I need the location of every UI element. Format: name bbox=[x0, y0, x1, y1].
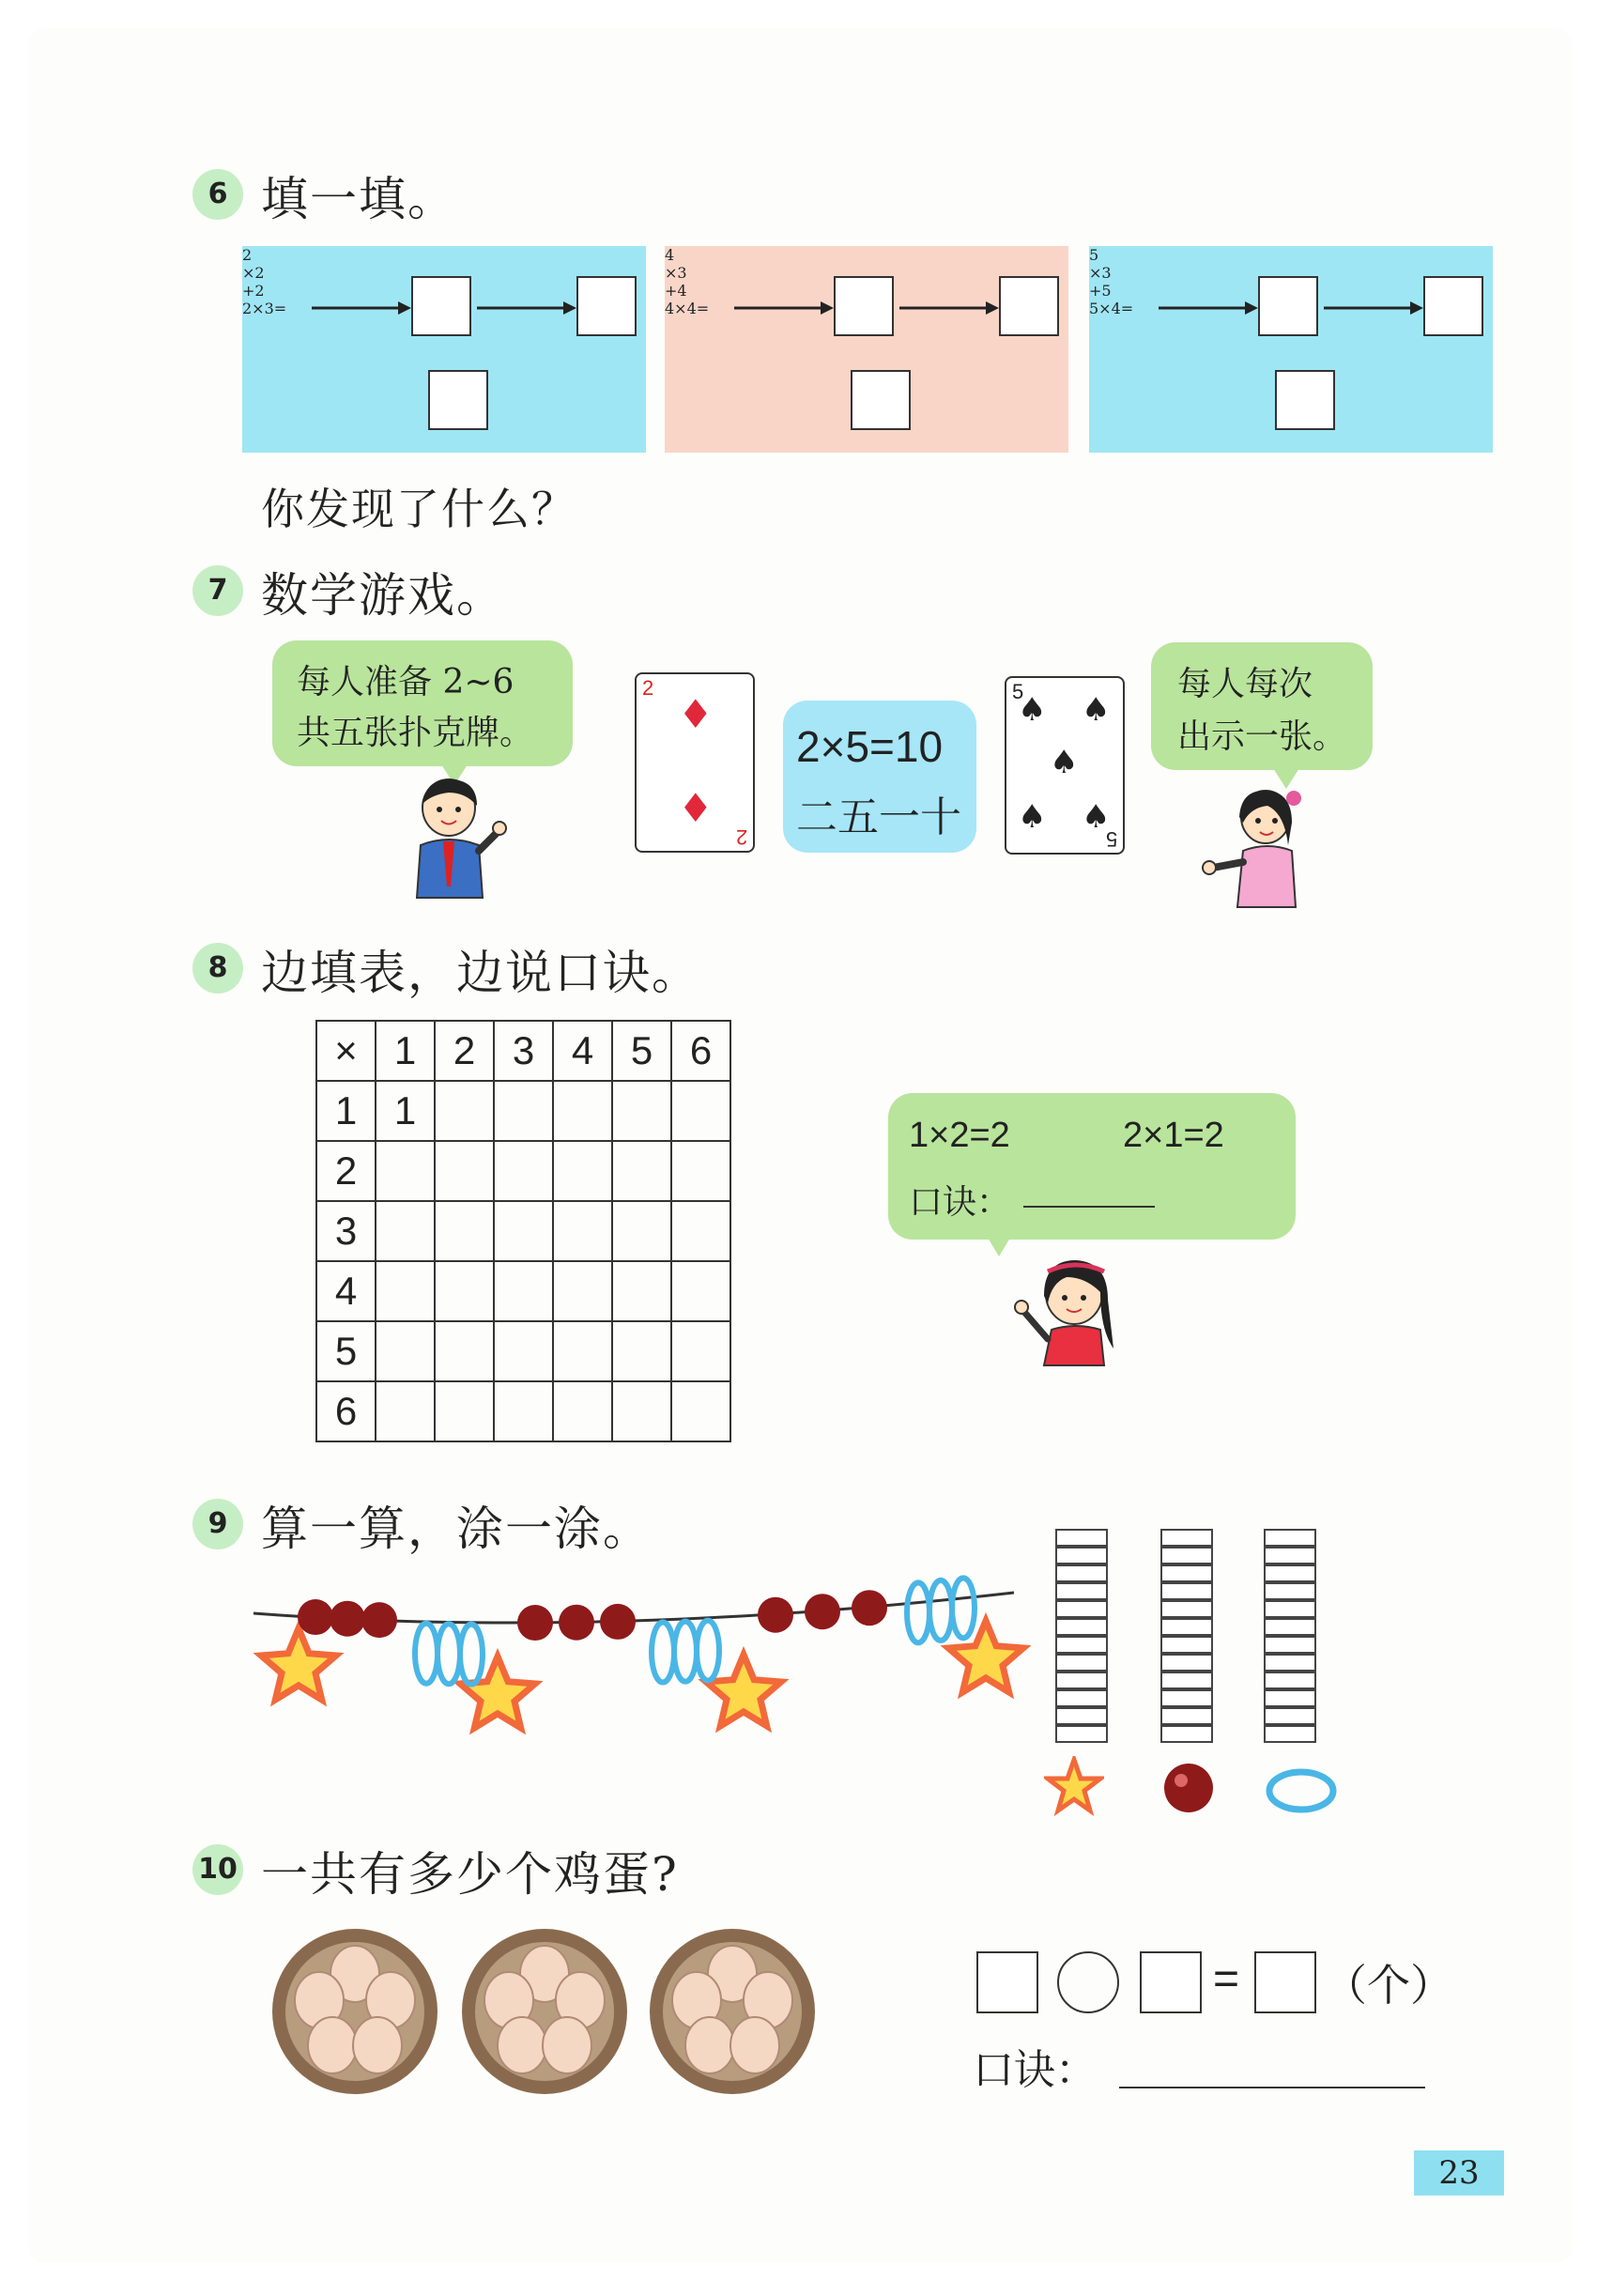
star-icon bbox=[261, 1628, 336, 1700]
q7-title: 数学游戏。 bbox=[261, 568, 505, 623]
spade-icon: ♠ bbox=[1018, 798, 1047, 836]
equals-sign: = bbox=[1213, 1954, 1240, 2004]
playing-card-five-spades bbox=[1005, 676, 1125, 855]
table-cell[interactable] bbox=[612, 1141, 671, 1201]
card-rank-top: 2 bbox=[642, 676, 654, 700]
table-header-cell: 3 bbox=[316, 1201, 376, 1261]
card-rank-bottom: 2 bbox=[735, 825, 747, 849]
coloring-cell[interactable] bbox=[1264, 1725, 1316, 1743]
answer-box-2[interactable] bbox=[1140, 1951, 1202, 2013]
card-rank-bottom: 5 bbox=[1105, 827, 1117, 851]
answer-box[interactable] bbox=[411, 276, 471, 336]
ring-icon bbox=[952, 1578, 975, 1638]
egg-nest-1 bbox=[270, 1927, 439, 2096]
arrow-right-icon bbox=[312, 299, 411, 317]
answer-box[interactable] bbox=[834, 276, 894, 336]
example-equation: 2×5=10 bbox=[796, 722, 944, 771]
coloring-cell[interactable] bbox=[1264, 1636, 1316, 1654]
table-row bbox=[316, 1141, 730, 1201]
question-number-9: 9 bbox=[192, 1499, 243, 1549]
bubble-left-line2: 共五张扑克牌。 bbox=[297, 714, 534, 752]
page-number: 23 bbox=[1414, 2150, 1504, 2196]
coloring-cell[interactable] bbox=[1055, 1636, 1108, 1654]
bead-icon bbox=[805, 1594, 840, 1629]
arrow-right-icon bbox=[899, 299, 999, 317]
chain-start-number: 5 bbox=[1089, 246, 1099, 264]
ring-icon bbox=[415, 1624, 438, 1684]
operator-circle[interactable] bbox=[1057, 1951, 1119, 2013]
table-cell[interactable] bbox=[671, 1261, 730, 1321]
table-cell[interactable] bbox=[553, 1201, 612, 1261]
question-number-6: 6 bbox=[192, 169, 243, 220]
equation-text: 4×4= bbox=[665, 300, 710, 317]
coloring-cell[interactable] bbox=[1264, 1654, 1316, 1672]
table-cell[interactable] bbox=[435, 1201, 494, 1261]
coloring-cell[interactable] bbox=[1160, 1707, 1213, 1725]
star-icon bbox=[1044, 1756, 1104, 1816]
question-number-10: 10 bbox=[192, 1844, 243, 1895]
coloring-column-2 bbox=[1160, 1529, 1213, 1745]
table-row bbox=[316, 1201, 730, 1261]
bubble-right-line1: 每人每次 bbox=[1177, 665, 1313, 703]
ring-icon bbox=[460, 1625, 483, 1685]
table-cell[interactable] bbox=[376, 1261, 435, 1321]
table-cell[interactable] bbox=[494, 1261, 553, 1321]
coloring-cell[interactable] bbox=[1264, 1707, 1316, 1725]
coloring-cell[interactable] bbox=[1055, 1618, 1108, 1636]
answer-box-1[interactable] bbox=[976, 1951, 1038, 2013]
q10-title: 一共有多少个鸡蛋? bbox=[261, 1847, 679, 1902]
egg-icon bbox=[498, 2017, 546, 2073]
bead-icon bbox=[361, 1602, 397, 1638]
table-row bbox=[316, 1261, 730, 1321]
coloring-cell[interactable] bbox=[1160, 1547, 1213, 1564]
table-header-cell: 1 bbox=[376, 1021, 435, 1081]
q6-title: 填一填。 bbox=[261, 172, 456, 226]
ring-icon bbox=[652, 1623, 674, 1683]
coloring-cell[interactable] bbox=[1264, 1547, 1316, 1564]
coloring-cell[interactable] bbox=[1264, 1672, 1316, 1689]
speech-bubble-left bbox=[272, 640, 573, 766]
question-number-7: 7 bbox=[192, 565, 243, 616]
coloring-cell[interactable] bbox=[1055, 1725, 1108, 1743]
table-cell[interactable] bbox=[376, 1201, 435, 1261]
bead-icon bbox=[298, 1599, 333, 1635]
table-cell[interactable] bbox=[494, 1381, 553, 1441]
coloring-cell[interactable] bbox=[1264, 1564, 1316, 1582]
ring-icon bbox=[697, 1621, 719, 1681]
table-cell[interactable] bbox=[612, 1081, 671, 1141]
table-cell[interactable] bbox=[494, 1321, 553, 1381]
table-cell[interactable] bbox=[435, 1081, 494, 1141]
spade-icon: ♠ bbox=[1082, 798, 1111, 836]
coloring-cell[interactable] bbox=[1160, 1564, 1213, 1582]
coloring-cell[interactable] bbox=[1264, 1529, 1316, 1547]
ring-icon bbox=[929, 1580, 952, 1641]
bead-icon bbox=[758, 1597, 793, 1633]
ring-icon bbox=[907, 1582, 929, 1642]
bead-icon bbox=[330, 1601, 365, 1637]
table-header-cell: 4 bbox=[553, 1021, 612, 1081]
girl-illustration bbox=[1194, 785, 1316, 917]
multiplication-table bbox=[315, 1020, 731, 1442]
table-cell[interactable] bbox=[553, 1261, 612, 1321]
coloring-cell[interactable] bbox=[1055, 1547, 1108, 1564]
egg-nest-2 bbox=[460, 1927, 629, 2096]
table-cell[interactable] bbox=[671, 1081, 730, 1141]
bubble-tail bbox=[988, 1238, 1010, 1256]
bead-icon bbox=[559, 1605, 594, 1641]
answer-box[interactable] bbox=[1423, 276, 1483, 336]
egg-icon bbox=[730, 2017, 779, 2073]
table-header-cell: × bbox=[316, 1021, 376, 1081]
answer-box[interactable] bbox=[576, 276, 637, 336]
coloring-cell[interactable] bbox=[1264, 1600, 1316, 1618]
table-header-cell: 3 bbox=[494, 1021, 553, 1081]
chain-start-number: 2 bbox=[242, 246, 253, 264]
coloring-cell[interactable] bbox=[1160, 1654, 1213, 1672]
table-row bbox=[316, 1381, 730, 1441]
playing-card-two-diamonds bbox=[635, 672, 755, 853]
q6-panel-1 bbox=[242, 246, 646, 453]
coloring-column-1 bbox=[1055, 1529, 1108, 1745]
coloring-cell[interactable] bbox=[1160, 1618, 1213, 1636]
q6-question: 你发现了什么？ bbox=[261, 484, 576, 534]
girl-pointing-illustration bbox=[1010, 1255, 1123, 1367]
bead-string-illustration bbox=[225, 1574, 1033, 1762]
table-cell[interactable] bbox=[494, 1201, 553, 1261]
table-header-cell: 2 bbox=[435, 1021, 494, 1081]
table-row bbox=[316, 1081, 730, 1141]
question-number-8: 8 bbox=[192, 943, 243, 994]
table-cell[interactable] bbox=[553, 1081, 612, 1141]
coloring-cell[interactable] bbox=[1055, 1654, 1108, 1672]
egg-icon bbox=[685, 2017, 734, 2073]
formula-answer-line[interactable] bbox=[1023, 1206, 1155, 1208]
chain-operation-1: ×3 bbox=[1089, 264, 1112, 282]
coloring-cell[interactable] bbox=[1160, 1689, 1213, 1707]
speech-bubble-q8 bbox=[888, 1093, 1296, 1240]
q6-panel-2 bbox=[665, 246, 1068, 453]
star-icon bbox=[948, 1621, 1023, 1692]
table-header-cell: 6 bbox=[671, 1021, 730, 1081]
equation-text: 2×3= bbox=[242, 300, 287, 317]
table-cell[interactable] bbox=[435, 1261, 494, 1321]
table-cell[interactable] bbox=[553, 1321, 612, 1381]
q6-panel-3 bbox=[1089, 246, 1493, 453]
chain-operation-2: +2 bbox=[242, 282, 265, 300]
table-cell[interactable] bbox=[435, 1381, 494, 1441]
coloring-cell[interactable] bbox=[1055, 1564, 1108, 1582]
table-cell[interactable] bbox=[553, 1381, 612, 1441]
bubble-equation-2: 2×1=2 bbox=[1123, 1116, 1224, 1155]
ring-icon bbox=[438, 1624, 460, 1684]
q9-title: 算一算，涂一涂。 bbox=[261, 1502, 652, 1556]
arrow-right-icon bbox=[1159, 299, 1258, 317]
q10-formula-line[interactable] bbox=[1119, 2087, 1425, 2088]
q8-title: 边填表，边说口诀。 bbox=[261, 946, 700, 1000]
table-cell[interactable] bbox=[671, 1381, 730, 1441]
table-cell[interactable] bbox=[376, 1141, 435, 1201]
bead-icon bbox=[517, 1605, 553, 1641]
table-header-row bbox=[316, 1021, 730, 1081]
chain-operation-2: +5 bbox=[1089, 282, 1112, 300]
table-cell[interactable] bbox=[612, 1321, 671, 1381]
table-row bbox=[316, 1321, 730, 1381]
example-rhyme: 二五一十 bbox=[796, 794, 961, 841]
answer-box[interactable] bbox=[851, 370, 911, 430]
table-header-cell: 2 bbox=[316, 1141, 376, 1201]
coloring-cell[interactable] bbox=[1160, 1529, 1213, 1547]
chain-start-number: 4 bbox=[665, 246, 675, 264]
egg-icon bbox=[353, 2017, 402, 2073]
answer-box[interactable] bbox=[999, 276, 1059, 336]
table-cell[interactable] bbox=[435, 1141, 494, 1201]
table-cell[interactable] bbox=[494, 1141, 553, 1201]
bead-icon bbox=[1160, 1760, 1217, 1816]
table-cell[interactable] bbox=[376, 1381, 435, 1441]
coloring-cell[interactable] bbox=[1264, 1689, 1316, 1707]
table-cell[interactable] bbox=[612, 1201, 671, 1261]
arrow-right-icon bbox=[477, 299, 576, 317]
bead-icon bbox=[600, 1604, 636, 1640]
table-header-cell: 6 bbox=[316, 1381, 376, 1441]
table-cell[interactable] bbox=[494, 1081, 553, 1141]
spade-icon: ♠ bbox=[1018, 691, 1047, 729]
bubble-equation-1: 1×2=2 bbox=[909, 1116, 1010, 1155]
coloring-cell[interactable] bbox=[1160, 1636, 1213, 1654]
table-cell[interactable]: 1 bbox=[376, 1081, 435, 1141]
coloring-cell[interactable] bbox=[1160, 1672, 1213, 1689]
coloring-cell[interactable] bbox=[1160, 1725, 1213, 1743]
coloring-cell[interactable] bbox=[1264, 1618, 1316, 1636]
coloring-cell[interactable] bbox=[1055, 1600, 1108, 1618]
coloring-cell[interactable] bbox=[1055, 1689, 1108, 1707]
bead-icon bbox=[852, 1590, 887, 1626]
coloring-cell[interactable] bbox=[1264, 1582, 1316, 1600]
chain-operation-2: +4 bbox=[665, 282, 687, 300]
answer-box-3[interactable] bbox=[1254, 1951, 1316, 2013]
egg-icon bbox=[543, 2017, 591, 2073]
bubble-left-line1: 每人准备 2~6 bbox=[297, 663, 514, 701]
coloring-column-3 bbox=[1264, 1529, 1316, 1745]
table-header-cell: 1 bbox=[316, 1081, 376, 1141]
arrow-right-icon bbox=[734, 299, 834, 317]
boy-illustration bbox=[394, 776, 507, 902]
egg-icon bbox=[308, 2017, 357, 2073]
coloring-cell[interactable] bbox=[1160, 1582, 1213, 1600]
ring-icon bbox=[674, 1622, 697, 1682]
table-header-cell: 4 bbox=[316, 1261, 376, 1321]
card-rank-top: 5 bbox=[1012, 680, 1024, 703]
example-box bbox=[783, 701, 976, 853]
chain-operation-1: ×3 bbox=[665, 264, 687, 282]
coloring-cell[interactable] bbox=[1055, 1707, 1108, 1725]
coloring-cell[interactable] bbox=[1160, 1600, 1213, 1618]
diamond-icon: ♦ bbox=[678, 691, 714, 737]
star-icon bbox=[460, 1657, 535, 1728]
arrow-right-icon bbox=[1324, 299, 1423, 317]
bubble-right-line2: 出示一张。 bbox=[1177, 717, 1347, 756]
equation-text: 5×4= bbox=[1089, 300, 1134, 317]
table-cell[interactable] bbox=[671, 1201, 730, 1261]
unit-label: （个） bbox=[1324, 1960, 1453, 2011]
coloring-cell[interactable] bbox=[1055, 1529, 1108, 1547]
coloring-cell[interactable] bbox=[1055, 1672, 1108, 1689]
table-cell[interactable] bbox=[376, 1321, 435, 1381]
table-cell[interactable] bbox=[553, 1141, 612, 1201]
diamond-icon: ♦ bbox=[678, 785, 714, 831]
table-cell[interactable] bbox=[435, 1321, 494, 1381]
table-cell[interactable] bbox=[671, 1141, 730, 1201]
table-header-cell: 5 bbox=[316, 1321, 376, 1381]
spade-icon: ♠ bbox=[1050, 744, 1079, 781]
answer-box[interactable] bbox=[1258, 276, 1318, 336]
bubble-formula-label: 口诀： bbox=[909, 1183, 1011, 1222]
chain-operation-1: ×2 bbox=[242, 264, 265, 282]
table-cell[interactable] bbox=[612, 1261, 671, 1321]
table-cell[interactable] bbox=[612, 1381, 671, 1441]
table-header-cell: 5 bbox=[612, 1021, 671, 1081]
answer-box[interactable] bbox=[428, 370, 488, 430]
answer-box[interactable] bbox=[1275, 370, 1335, 430]
table-cell[interactable] bbox=[671, 1321, 730, 1381]
q10-formula-label: 口诀： bbox=[973, 2046, 1097, 2094]
coloring-cell[interactable] bbox=[1055, 1582, 1108, 1600]
spade-icon: ♠ bbox=[1082, 691, 1111, 729]
speech-bubble-right bbox=[1151, 642, 1373, 770]
egg-nest-3 bbox=[648, 1927, 817, 2096]
ring-icon bbox=[1264, 1767, 1339, 1814]
